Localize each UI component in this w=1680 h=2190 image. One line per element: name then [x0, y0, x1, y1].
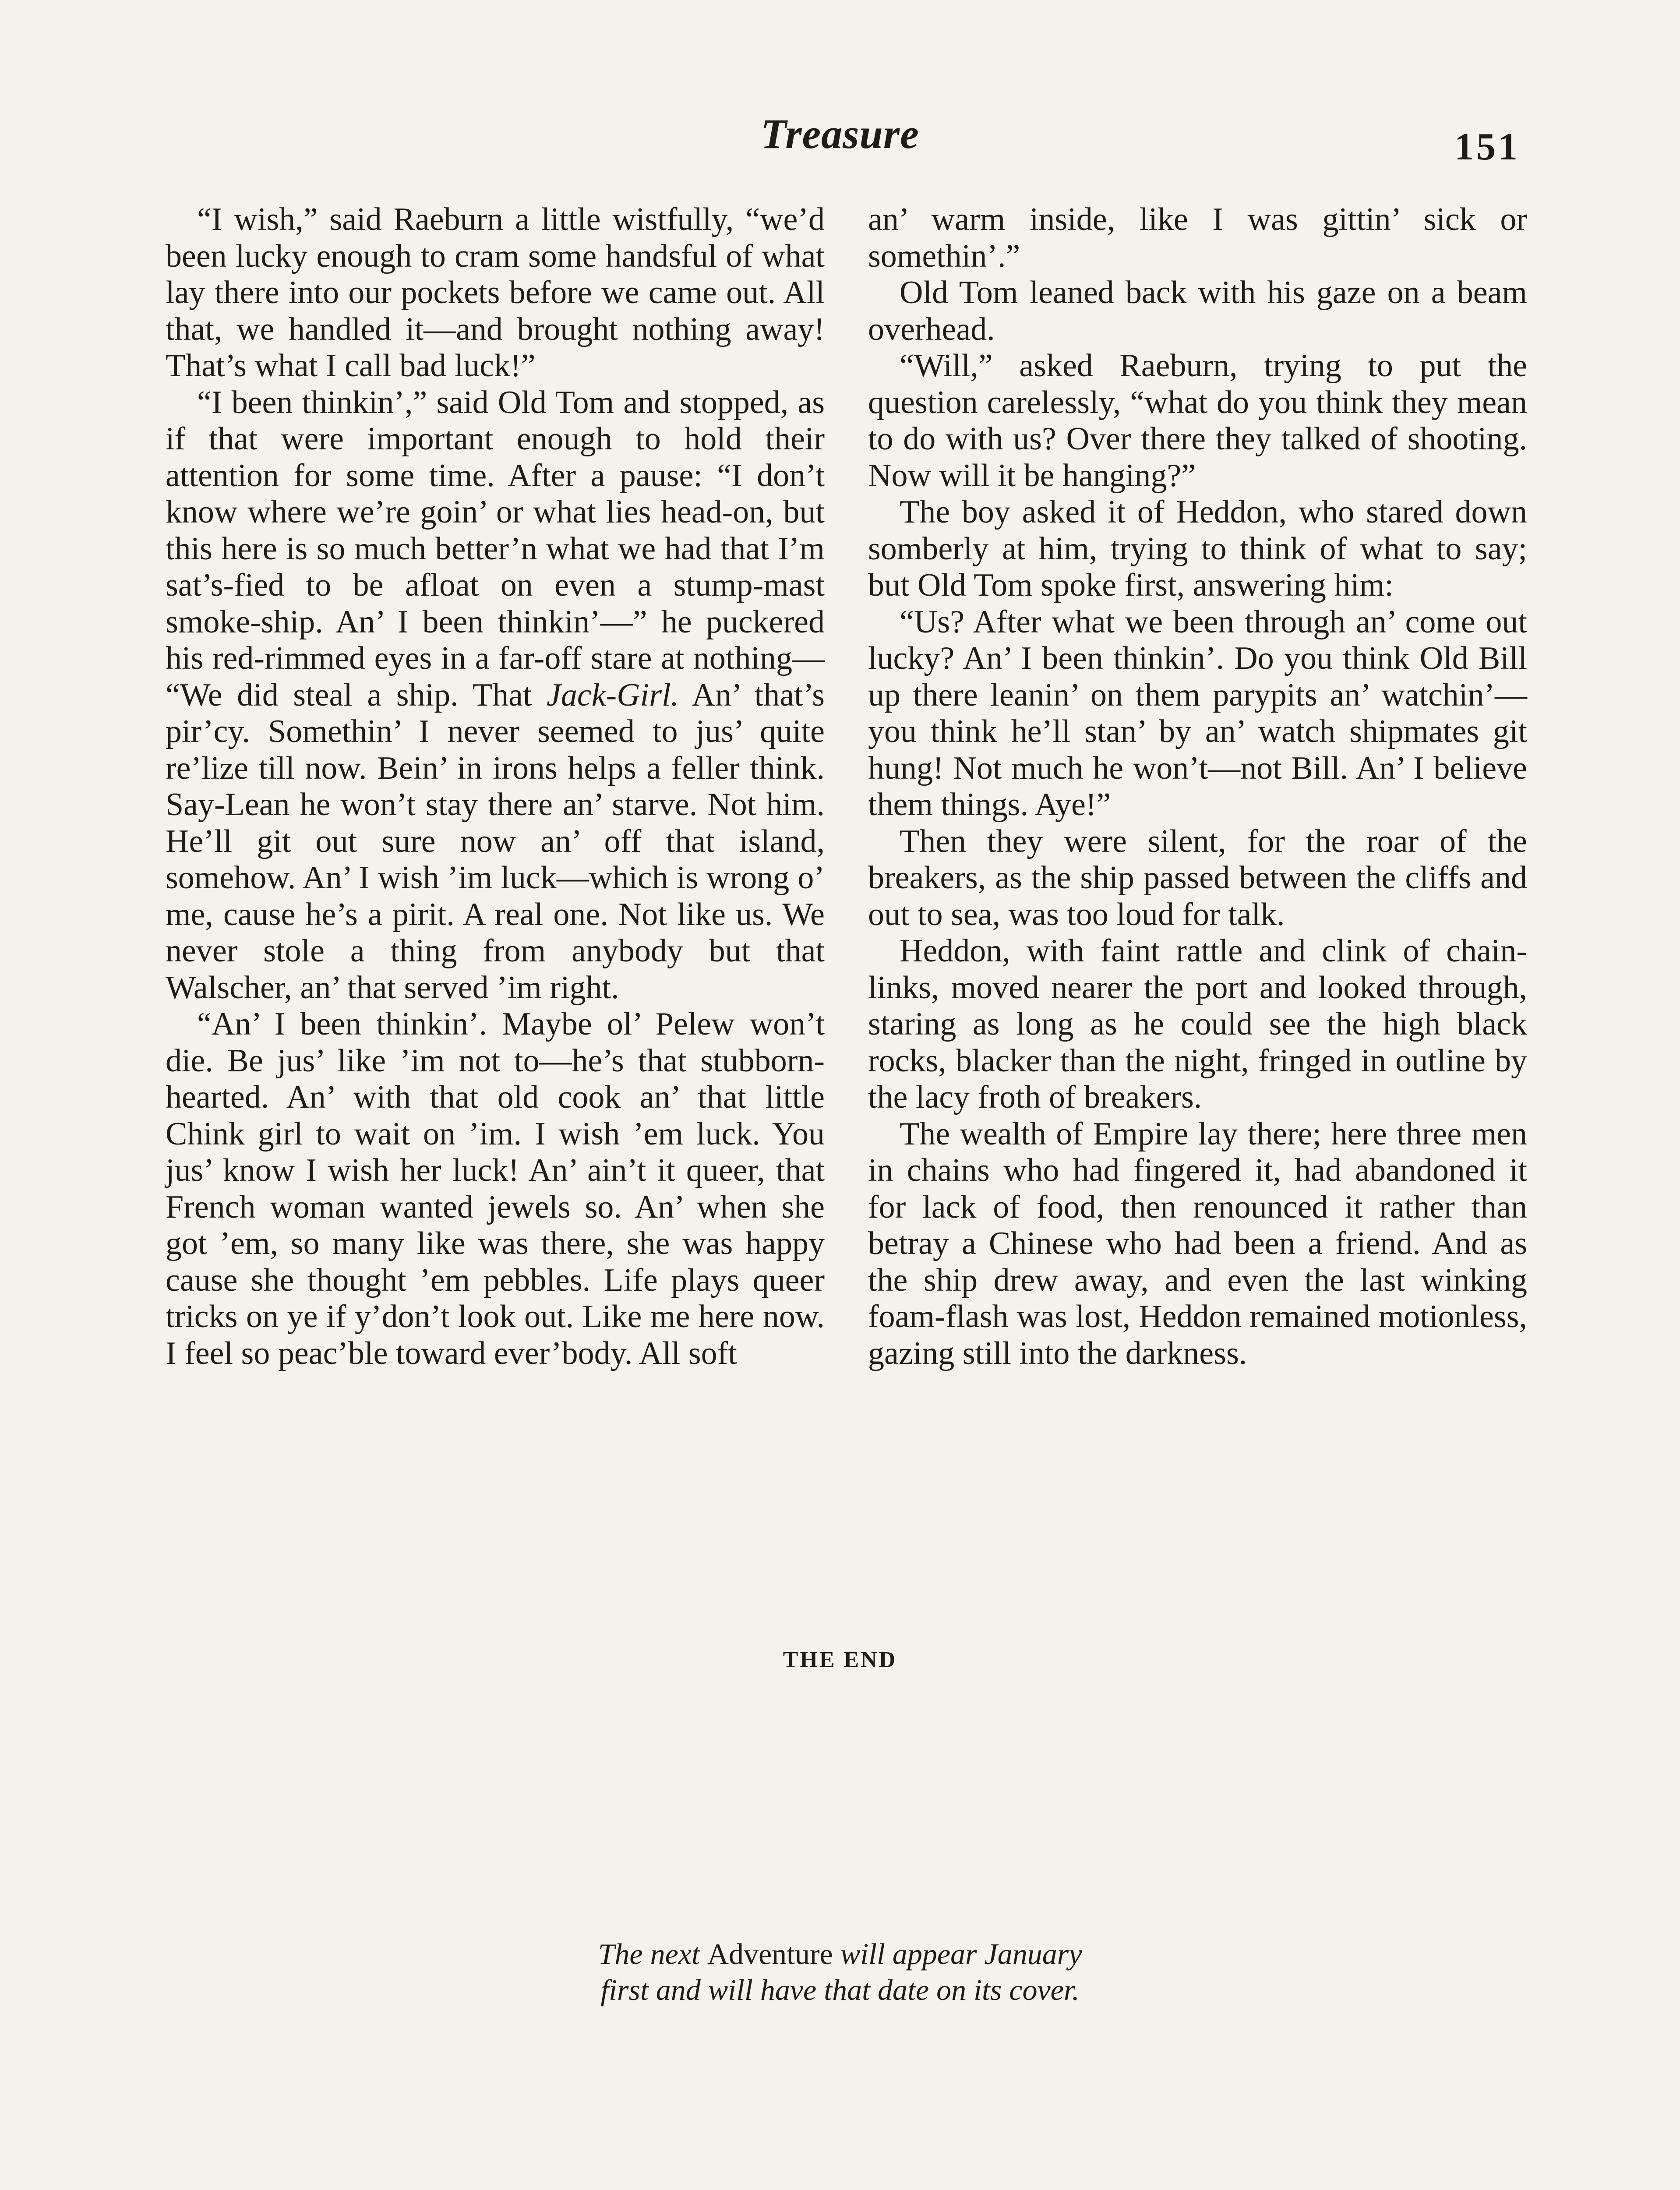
right-column [868, 201, 1527, 1372]
notice-text: will appear January [833, 1937, 1082, 1971]
magazine-name: Adventure [707, 1937, 833, 1971]
paragraph: “Will,” asked Raeburn, trying to put the question carelessly, “what do you think they mean to do with us? Over there they talked of shooting. Now will it be hanging?” [868, 348, 1527, 494]
running-title: Treasure [761, 110, 919, 157]
paragraph: The wealth of Empire lay there; here three men in chains who had fingered it, had abandoned it for lack of food, then renounced it rather than betray a Chinese who had been a friend. And as the ship drew away, and even the last winking foam-flash was lost, Heddon remained motionless, gazing still into the darkness. [868, 1116, 1527, 1371]
paragraph-text: “I been thinkin’,” said Old Tom and stopped, as if that were important enough to hold their attention for some time. After a pause: “I don’t know where we’re goin’ or what lies head-on, but this here is so much better’n what we had that I’m sat’s-fied to be afloat on even a stump-mast smoke-ship. An’ I been thinkin’—” he puckered his red-rimmed eyes in a far-off stare at nothing— “We did steal a ship. That [166, 384, 825, 713]
paragraph [166, 385, 825, 1007]
paragraph-continued: an’ warm inside, like I was gittin’ sick or somethin’.” [868, 201, 1527, 274]
notice-text: The next [598, 1937, 707, 1971]
paragraph: “I wish,” said Raeburn a little wistfully, “we’d been lucky enough to cram some handsful of what lay there into our pockets before we came out. All that, we handled it—and brought nothing away! That’s what I call bad luck!” [166, 201, 825, 384]
paragraph: Old Tom leaned back with his gaze on a beam overhead. [868, 275, 1527, 347]
ship-name: Jack-Girl. [547, 677, 679, 713]
notice-line-2: first and will have that date on its cover. [600, 1973, 1080, 2006]
paragraph: “An’ I been thinkin’. Maybe ol’ Pelew won’t die. Be jus’ like ’im not to—he’s that stubborn-hearted. An’ with that old cook an’ that little Chink girl to wait on ’im. I wish ’em luck. You jus’ know I wish her luck! An’ ain’t it queer, that French woman wanted jewels so. An’ when she got ’em, so many like was there, she was happy cause she thought ’em pebbles. Life plays queer tricks on ye if y’don’t look out. Like me here now. I feel so peac’ble toward ever’body. All soft [166, 1006, 825, 1371]
next-issue-notice [0, 1936, 1680, 2008]
page-number: 151 [1454, 126, 1520, 168]
paragraph: “Us? After what we been through an’ come out lucky? An’ I been thinkin’. Do you think Old Bill up there leanin’ on them parypits an’ watchin’—you think he’ll stan’ by an’ watch shipmates git hung! Not much he won’t—not Bill. An’ I believe them things. Aye!” [868, 604, 1527, 823]
notice-line-1 [0, 1936, 1680, 1972]
paragraph-text: An’ that’s pir’cy. Somethin’ I never seemed to jus’ quite re’lize till now. Bein’ in irons helps a feller think. Say-Lean he won’t stay there an’ starve. Not him. He’ll git out sure now an’ off that island, somehow. An’ I wish ’im luck—which is wrong o’ me, cause he’s a pirit. A real one. Not like us. We never stole a thing from anybody but that Walscher, an’ that served ’im right. [166, 677, 825, 1006]
left-column [166, 201, 825, 1372]
paragraph: Then they were silent, for the roar of the breakers, as the ship passed between the cliffs and out to sea, was too loud for talk. [868, 823, 1527, 933]
paragraph: The boy asked it of Heddon, who stared down somberly at him, trying to think of what to say; but Old Tom spoke first, answering him: [868, 494, 1527, 603]
the-end-label: THE END [783, 1647, 897, 1672]
paragraph: Heddon, with faint rattle and clink of chain-links, moved nearer the port and looked through, staring as long as he could see the high black rocks, blacker than the night, fringed in outline by the lacy froth of breakers. [868, 933, 1527, 1115]
